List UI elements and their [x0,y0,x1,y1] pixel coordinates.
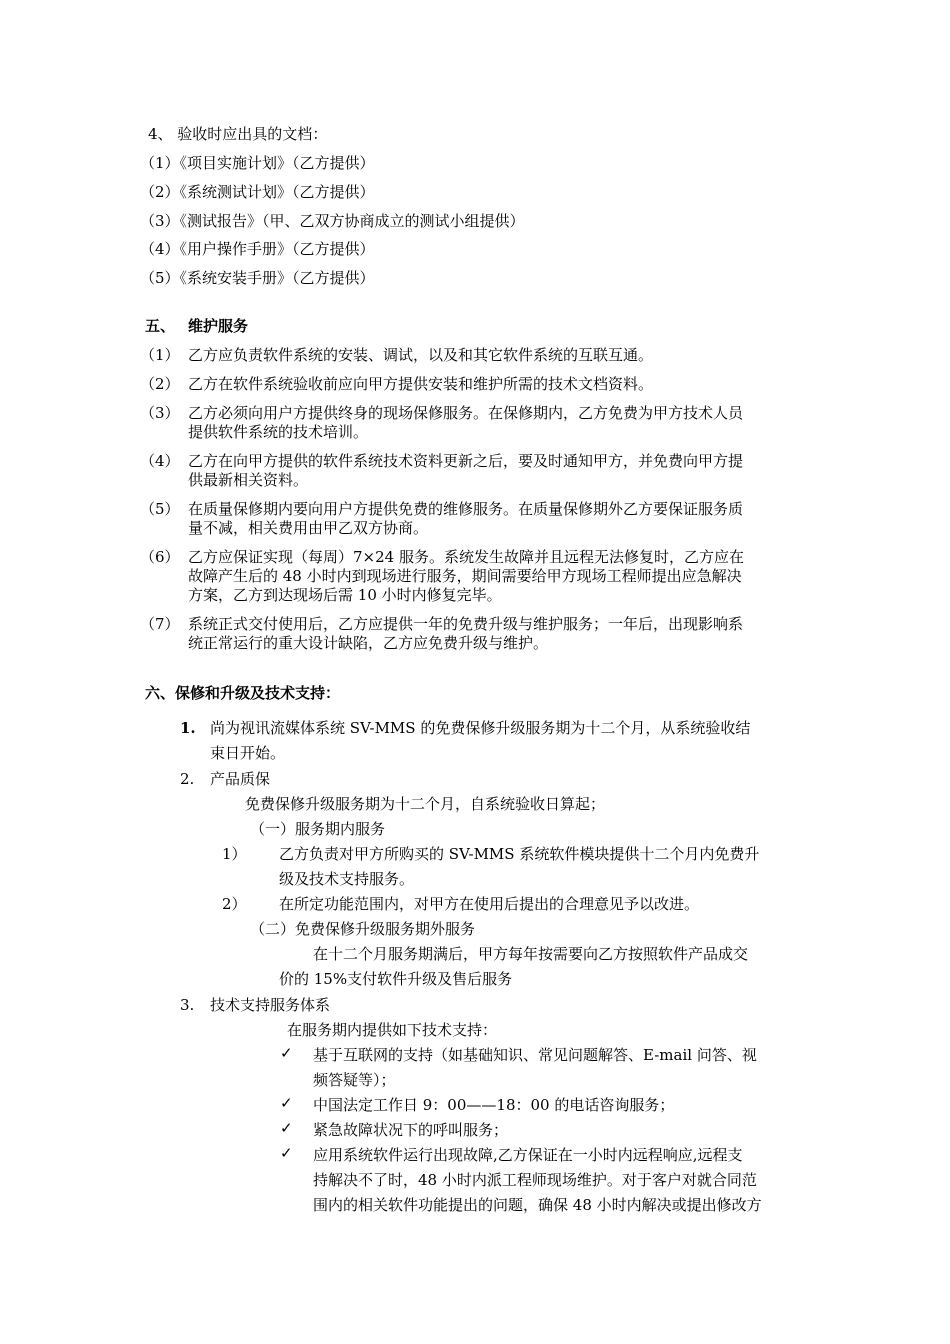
warranty-item-2-intro: 免费保修升级服务期为十二个月，自系统验收日算起； [245,795,606,813]
out-of-period-line-1: 在十二个月服务期满后，甲方每年按需要向乙方按照软件产品成交 [313,945,749,963]
warranty-item-1-line-2: 束日开始。 [210,744,286,762]
maintenance-item-5-number: （5） [140,500,180,518]
out-of-period-line-2: 价的 15%支付软件升级及售后服务 [279,970,513,988]
support-item-1-line-1: 基于互联网的支持（如基础知识、常见问题解答、E-mail 问答、视 [313,1046,757,1064]
maintenance-item-6-line-3: 方案，乙方到达现场后需 10 小时内修复完毕。 [188,586,502,604]
check-mark-icon: ✓ [280,1044,293,1062]
service-item-1-number: 1） [222,845,247,863]
check-mark-icon: ✓ [280,1144,293,1162]
warranty-heading: 六、保修和升级及技术支持： [145,684,341,702]
maintenance-item-1-line-1: 乙方应负责软件系统的安装、调试，以及和其它软件系统的互联互通。 [188,346,654,364]
maintenance-item-6-line-1: 乙方应保证实现（每周）7×24 服务。系统发生故障并且远程无法修复时，乙方应在 [188,548,744,566]
maintenance-item-3-line-1: 乙方必须向用户方提供终身的现场保修服务。在保修期内，乙方免费为甲方技术人员 [188,404,744,422]
maintenance-item-6-number: （6） [140,548,180,566]
maintenance-heading-number: 五、 [145,317,176,335]
warranty-item-2-title: 产品质保 [210,770,271,788]
support-item-4-line-1: 应用系统软件运行出现故障,乙方保证在一小时内远程响应,远程支 [313,1146,743,1164]
acceptance-item-4: （4）《用户操作手册》（乙方提供） [140,240,375,258]
acceptance-item-1: （1）《项目实施计划》（乙方提供） [140,154,375,172]
warranty-item-1-number: 1. [180,719,196,737]
check-mark-icon: ✓ [280,1094,293,1112]
check-mark-icon: ✓ [280,1119,293,1137]
maintenance-item-2-number: （2） [140,375,180,393]
warranty-item-3-title: 技术支持服务体系 [210,996,331,1014]
maintenance-item-7-line-2: 统正常运行的重大设计缺陷，乙方应免费升级与维护。 [188,634,549,652]
maintenance-item-6-line-2: 故障产生后的 48 小时内到现场进行服务，期间需要给甲方现场工程师提出应急解决 [188,567,742,585]
service-item-1-line-1: 乙方负责对甲方所购买的 SV-MMS 系统软件模块提供十二个月内免费升 [279,845,760,863]
maintenance-item-3-line-2: 提供软件系统的技术培训。 [188,423,369,441]
maintenance-item-4-line-2: 供最新相关资料。 [188,471,309,489]
service-item-2-line-1: 在所定功能范围内，对甲方在使用后提出的合理意见予以改进。 [279,895,700,913]
acceptance-item-2: （2）《系统测试计划》（乙方提供） [140,183,375,201]
acceptance-heading: 4、 验收时应出具的文档： [148,125,328,143]
maintenance-item-4-number: （4） [140,452,180,470]
maintenance-item-7-line-1: 系统正式交付使用后，乙方应提供一年的免费升级与维护服务；一年后，出现影响系 [188,615,744,633]
maintenance-item-4-line-1: 乙方在向甲方提供的软件系统技术资料更新之后，要及时通知甲方，并免费向甲方提 [188,452,744,470]
maintenance-heading: 维护服务 [188,317,249,335]
support-item-1-line-2: 频答疑等）； [313,1071,396,1089]
support-item-3-line-1: 紧急故障状况下的呼叫服务； [313,1121,509,1139]
warranty-item-2-number: 2. [180,770,195,788]
acceptance-item-5: （5）《系统安装手册》（乙方提供） [140,269,375,287]
maintenance-item-5-line-1: 在质量保修期内要向用户方提供免费的维修服务。在质量保修期外乙方要保证服务质 [188,500,744,518]
maintenance-item-3-number: （3） [140,404,180,422]
service-period-title: （一）服务期内服务 [250,820,386,838]
warranty-item-3-intro: 在服务期内提供如下技术支持： [287,1021,498,1039]
maintenance-item-5-line-2: 量不减，相关费用由甲乙双方协商。 [188,519,429,537]
warranty-item-3-number: 3. [180,996,195,1014]
maintenance-item-2-line-1: 乙方在软件系统验收前应向甲方提供安装和维护所需的技术文档资料。 [188,375,654,393]
service-item-1-line-2: 级及技术支持服务。 [279,870,415,888]
support-item-4-line-2: 持解决不了时，48 小时内派工程师现场维护。对于客户对就合同范 [313,1171,757,1189]
acceptance-item-3: （3）《测试报告》（甲、乙双方协商成立的测试小组提供） [140,212,525,230]
maintenance-item-7-number: （7） [140,615,180,633]
service-item-2-number: 2） [222,895,247,913]
maintenance-item-1-number: （1） [140,346,180,364]
support-item-2-line-1: 中国法定工作日 9：00——18：00 的电话咨询服务； [313,1096,675,1114]
warranty-item-1-line-1: 尚为视讯流媒体系统 SV-MMS 的免费保修升级服务期为十二个月，从系统验收结 [210,719,751,737]
out-of-period-title: （二）免费保修升级服务期外服务 [250,920,476,938]
support-item-4-line-3: 围内的相关软件功能提出的问题，确保 48 小时内解决或提出修改方 [313,1196,762,1214]
